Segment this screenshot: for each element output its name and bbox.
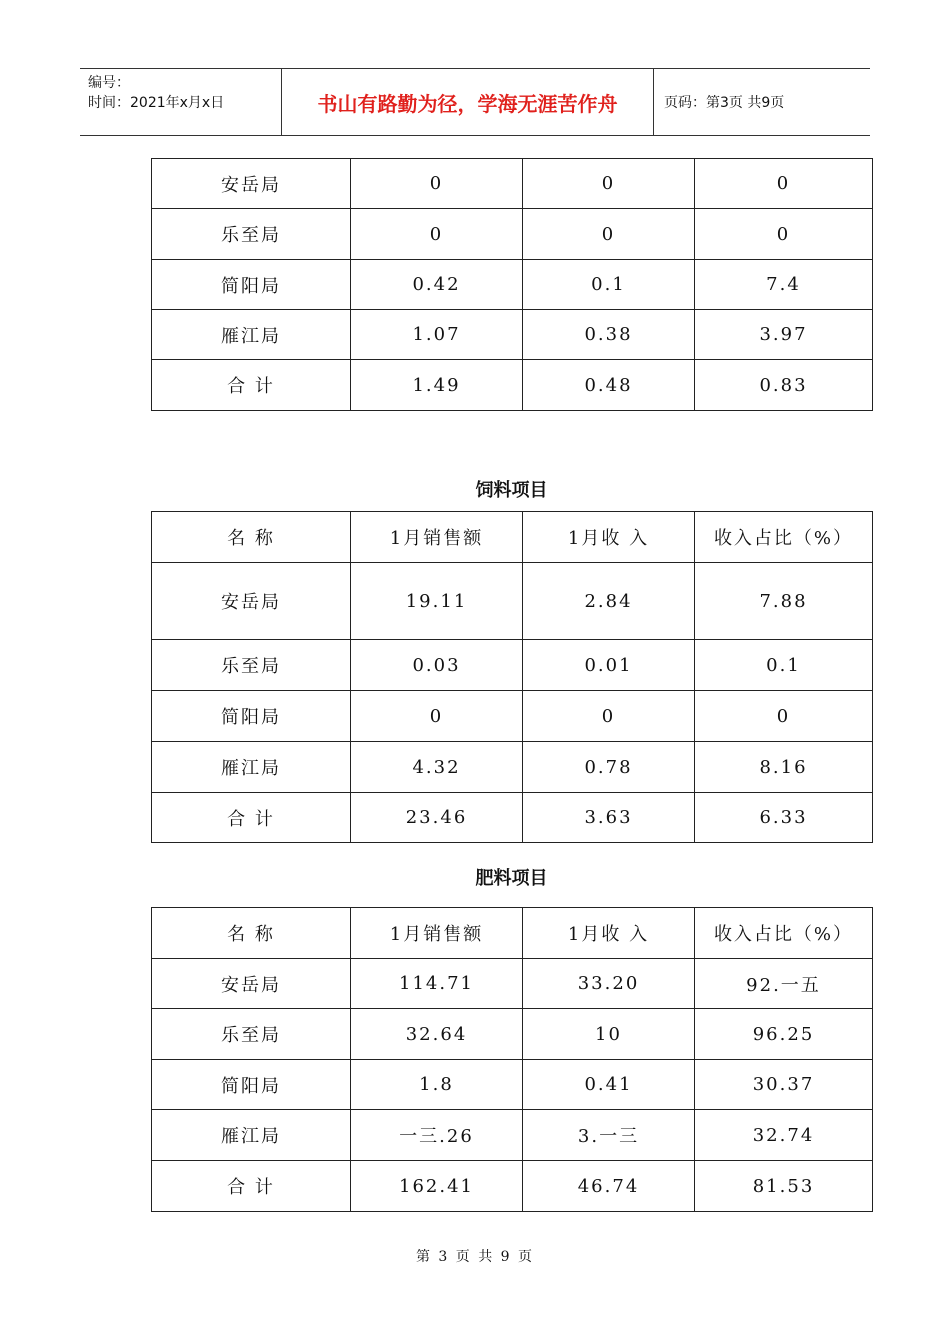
table-cell: 7.4: [695, 260, 873, 310]
table-header-row: [152, 908, 873, 959]
column-header: 收入占比（%）: [695, 908, 873, 959]
number-label: 编号：: [88, 75, 130, 91]
table-cell: 19.11: [351, 563, 523, 640]
column-header: 1月销售额: [351, 908, 523, 959]
table-cell: 32.64: [351, 1009, 523, 1060]
table-cell: 0.41: [523, 1060, 695, 1110]
table-row: [152, 260, 873, 310]
table-cell: 0.83: [695, 360, 873, 411]
table-cell: 7.88: [695, 563, 873, 640]
table-cell: 0.1: [523, 260, 695, 310]
table-row: [152, 793, 873, 843]
table-cell: 46.74: [523, 1161, 695, 1212]
table-cell: 0: [695, 209, 873, 260]
table-cell: 3.63: [523, 793, 695, 843]
table-cell: 0.38: [523, 310, 695, 360]
table-cell: 0.78: [523, 742, 695, 793]
table-cell: 0: [523, 209, 695, 260]
document-header: [80, 68, 870, 136]
header-page-label: 页码：第3页 共9页: [664, 95, 785, 111]
table-cell: 1.49: [351, 360, 523, 411]
table-cell: 雁江局: [152, 310, 351, 360]
table-cell: 3.一三: [523, 1110, 695, 1161]
table-cell: 合 计: [152, 1161, 351, 1212]
table-row: [152, 563, 873, 640]
table-cell: 0.03: [351, 640, 523, 691]
table-row: [152, 1110, 873, 1161]
table-cell: 安岳局: [152, 159, 351, 209]
table-cell: 安岳局: [152, 563, 351, 640]
table-row: [152, 959, 873, 1009]
table-cell: 23.46: [351, 793, 523, 843]
table-cell: 3.97: [695, 310, 873, 360]
top-continuation-table: [151, 158, 873, 411]
page-footer: 第 3 页 共 9 页: [415, 1249, 535, 1265]
table-cell: 32.74: [695, 1110, 873, 1161]
table-cell: 合 计: [152, 793, 351, 843]
table-cell: 0.48: [523, 360, 695, 411]
table-cell: 33.20: [523, 959, 695, 1009]
table-cell: 乐至局: [152, 1009, 351, 1060]
table-row: [152, 360, 873, 411]
table-cell: 162.41: [351, 1161, 523, 1212]
header-slogan: 书山有路勤为径，学海无涯苦作舟: [282, 69, 654, 135]
table-row: [152, 742, 873, 793]
header-meta: [80, 69, 282, 135]
table-cell: 0: [695, 159, 873, 209]
table-cell: 92.一五: [695, 959, 873, 1009]
table-cell: 0: [523, 159, 695, 209]
table-cell: 乐至局: [152, 209, 351, 260]
table-row: [152, 640, 873, 691]
table-cell: 0: [523, 691, 695, 742]
table-row: [152, 209, 873, 260]
table-row: [152, 1009, 873, 1060]
table-cell: 30.37: [695, 1060, 873, 1110]
table-cell: 96.25: [695, 1009, 873, 1060]
table-cell: 1.07: [351, 310, 523, 360]
table-cell: 简阳局: [152, 260, 351, 310]
table-cell: 雁江局: [152, 742, 351, 793]
table-row: [152, 159, 873, 209]
table-cell: 一三.26: [351, 1110, 523, 1161]
table-cell: 81.53: [695, 1161, 873, 1212]
table-cell: 8.16: [695, 742, 873, 793]
column-header: 1月收 入: [523, 908, 695, 959]
table-row: [152, 1161, 873, 1212]
time-label: 时间：2021年x月x日: [88, 95, 225, 111]
fertilizer-table: [151, 907, 873, 1212]
column-header: 1月销售额: [351, 512, 523, 563]
table-cell: 114.71: [351, 959, 523, 1009]
table-header-row: [152, 512, 873, 563]
table-cell: 10: [523, 1009, 695, 1060]
feed-table: [151, 511, 873, 843]
table-row: [152, 310, 873, 360]
table-cell: 0: [351, 691, 523, 742]
table-cell: 1.8: [351, 1060, 523, 1110]
table-cell: 4.32: [351, 742, 523, 793]
table-cell: 简阳局: [152, 691, 351, 742]
column-header: 名 称: [152, 512, 351, 563]
table-cell: 合 计: [152, 360, 351, 411]
table-cell: 0.42: [351, 260, 523, 310]
table-row: [152, 691, 873, 742]
feed-section-title: 饲料项目: [475, 480, 548, 501]
column-header: 1月收 入: [523, 512, 695, 563]
table-cell: 0: [351, 159, 523, 209]
table-cell: 简阳局: [152, 1060, 351, 1110]
table-cell: 0: [695, 691, 873, 742]
table-cell: 0: [351, 209, 523, 260]
table-row: [152, 1060, 873, 1110]
column-header: 收入占比（%）: [695, 512, 873, 563]
table-cell: 6.33: [695, 793, 873, 843]
table-cell: 2.84: [523, 563, 695, 640]
table-cell: 雁江局: [152, 1110, 351, 1161]
table-cell: 0.01: [523, 640, 695, 691]
column-header: 名 称: [152, 908, 351, 959]
fertilizer-section-title: 肥料项目: [475, 868, 548, 889]
table-cell: 0.1: [695, 640, 873, 691]
table-cell: 乐至局: [152, 640, 351, 691]
table-cell: 安岳局: [152, 959, 351, 1009]
